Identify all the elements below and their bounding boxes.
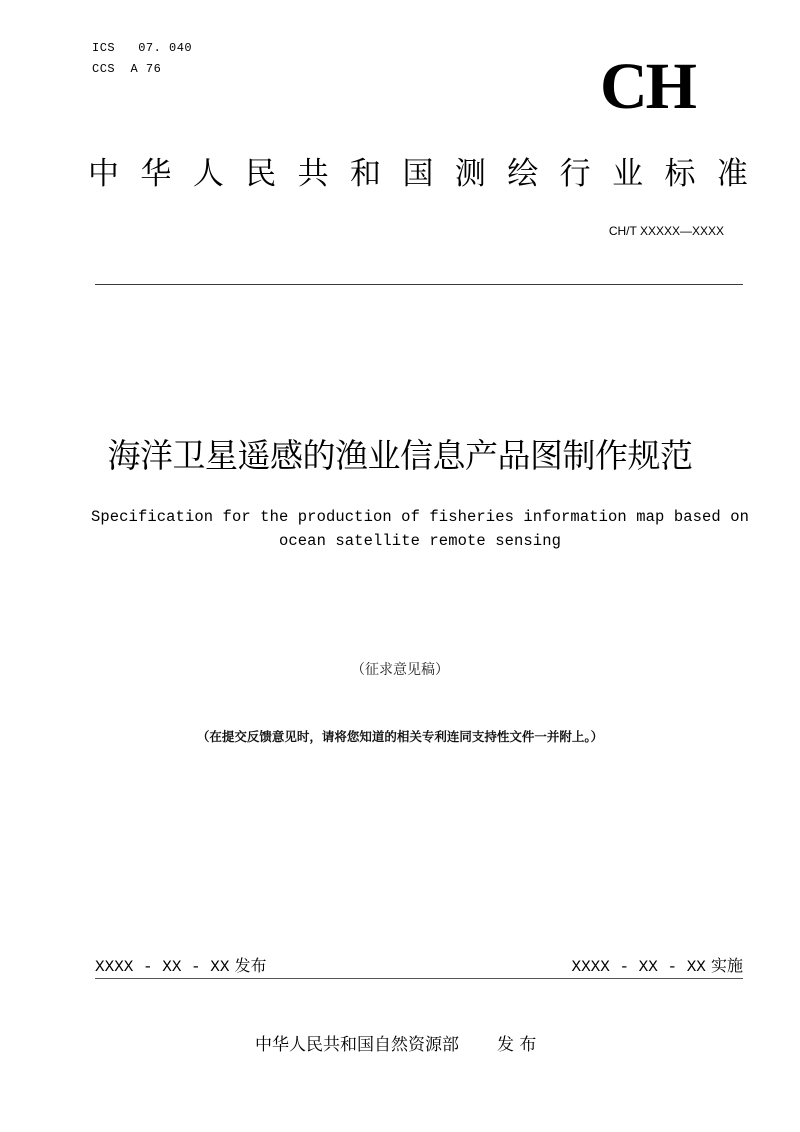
title-char: 共 [297, 156, 329, 192]
ics-code: ICS 07. 040 [92, 41, 193, 55]
publish-date-block [95, 955, 267, 978]
title-char: 标 [664, 156, 696, 192]
title-char: 准 [716, 156, 748, 192]
issue-action: 发 布 [497, 1035, 537, 1055]
implement-label: 实施 [710, 956, 743, 975]
classification-codes [92, 38, 192, 80]
issuing-organization: 中华人民共和国自然资源部 [255, 1035, 459, 1055]
title-char: 华 [140, 156, 172, 192]
english-title-line-2: ocean satellite remote sensing [278, 532, 562, 550]
title-char: 行 [559, 156, 591, 192]
title-char: 中 [88, 156, 119, 192]
title-char: 绘 [507, 156, 539, 192]
publish-label: 发布 [234, 956, 267, 975]
top-divider [95, 284, 743, 285]
issuer-line [255, 1033, 536, 1057]
title-char: 测 [454, 156, 486, 192]
title-char: 民 [245, 156, 277, 192]
title-char: 人 [192, 156, 224, 192]
standard-number: CH/T XXXXX—XXXX [608, 224, 724, 238]
patent-notice: （在提交反馈意见时，请将您知道的相关专利连同支持性文件一并附上。） [196, 729, 604, 744]
ccs-code: CCS A 76 [92, 62, 162, 76]
title-char: 国 [402, 156, 434, 192]
bottom-divider [95, 978, 743, 979]
publish-date: XXXX - XX - XX [95, 958, 230, 976]
document-title-chinese: 海洋卫星遥感的渔业信息产品图制作规范 [107, 436, 693, 475]
standard-category-title [88, 152, 748, 196]
document-title-english [80, 505, 760, 553]
title-char: 和 [350, 156, 382, 192]
title-char: 业 [612, 156, 644, 192]
draft-label: （征求意见稿） [351, 662, 449, 678]
implement-date-block [571, 955, 743, 978]
english-title-line-1: Specification for the production of fisheries information map based on [90, 508, 750, 526]
implement-date: XXXX - XX - XX [571, 958, 706, 976]
ch-logo: CH [600, 50, 695, 123]
